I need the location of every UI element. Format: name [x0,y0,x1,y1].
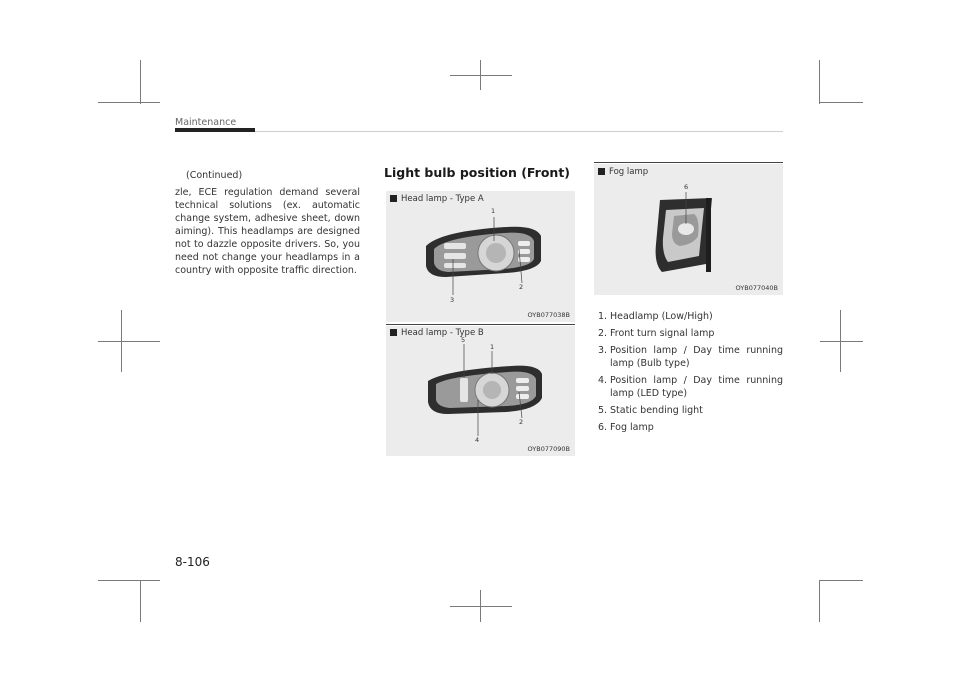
figure-code: OYB077090B [527,445,570,453]
continued-label: (Continued) [186,170,243,181]
figure-label: Head lamp - Type B [401,328,484,338]
callout-4: 4 [475,436,480,444]
section-title: Light bulb position (Front) [384,165,571,180]
callout-1: 1 [490,343,495,351]
list-item: 1. Headlamp (Low/High) [598,311,713,322]
callout-1: 1 [491,207,496,215]
callout-2: 2 [519,283,524,291]
figure-code: OYB077038B [527,311,570,319]
figure-label: Head lamp - Type A [401,194,484,204]
bulb-legend-list [598,310,783,438]
figure-divider [386,324,575,325]
figure-code: OYB077040B [735,284,778,292]
headlamp-type-b-illustration [386,326,575,456]
header-bar [175,128,255,132]
figure-divider [594,162,783,163]
figure-fog-lamp [594,164,783,295]
body-paragraph: zle, ECE regulation demand several technical solutions (ex. automatic change system, adhesive sheet, down aiming). This headlamps are designed not to dazzle opposite drivers. So, you need not change your headlamps in a country with opposite traffic direction. [175,187,360,276]
callout-6: 6 [684,183,689,191]
list-item: 3. Position lamp / Day time running lamp (Bulb type) [598,345,783,369]
list-item: 2. Front turn signal lamp [598,328,715,339]
headlamp-type-a-illustration [386,191,575,322]
figure-headlamp-type-b [386,326,575,456]
figure-label: Fog lamp [609,167,649,177]
list-item: 5. Static bending light [598,405,703,416]
list-item: 6. Fog lamp [598,422,654,433]
fog-lamp-illustration [594,164,783,295]
section-header: Maintenance [175,117,237,128]
header-rule [255,131,783,132]
callout-5: 5 [461,336,466,344]
list-item: 4. Position lamp / Day time running lamp (LED type) [598,375,783,399]
callout-3: 3 [450,296,455,304]
page-number: 8-106 [175,555,210,569]
figure-headlamp-type-a [386,191,575,322]
callout-2: 2 [519,418,524,426]
